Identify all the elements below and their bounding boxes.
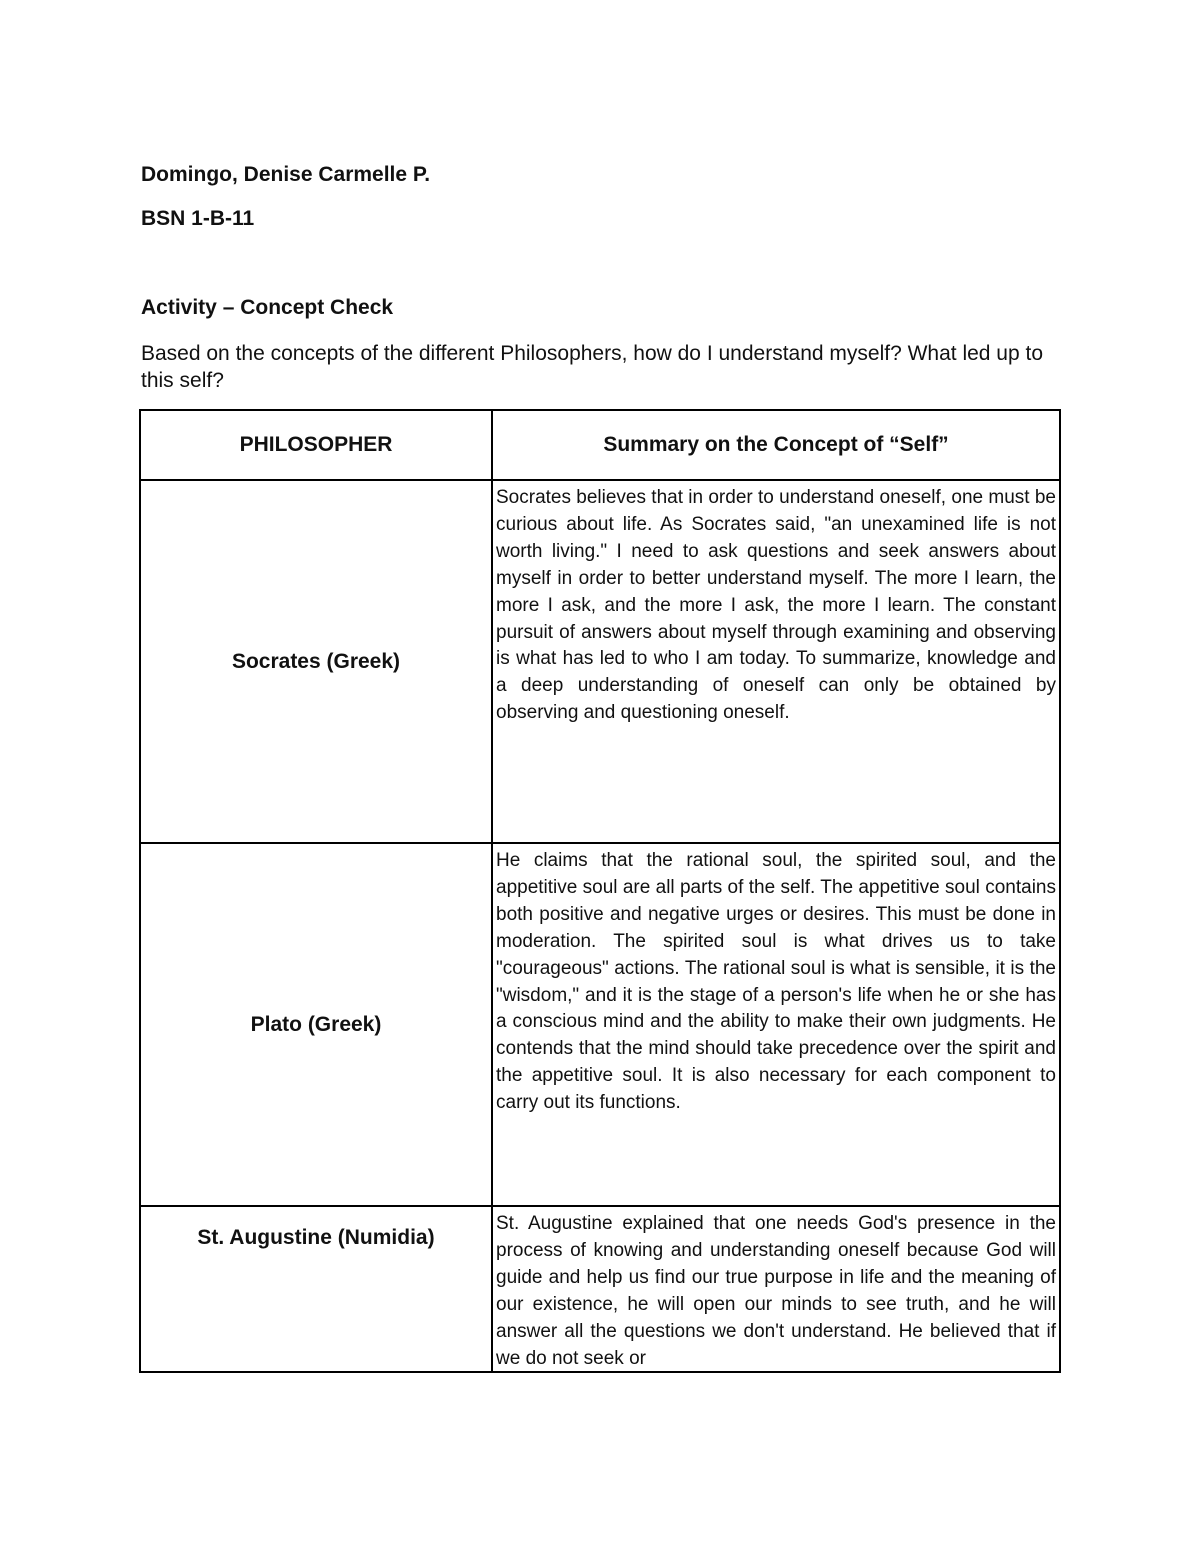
philosopher-name: St. Augustine (Numidia) [140,1206,492,1372]
philosopher-name: Plato (Greek) [140,843,492,1206]
header-summary: Summary on the Concept of “Self” [492,410,1060,480]
summary-cell [492,1206,1060,1372]
student-section: BSN 1-B-11 [141,207,255,230]
concept-table [139,409,1061,1373]
summary-text: St. Augustine explained that one needs God's presence in the process of knowing and understanding oneself because God will guide and help us find our true purpose in life and the meaning of our existence, he will open our minds to see truth, and he will answer all the questions we don't understand. He believed that if we do not seek or [496,1213,1056,1367]
header-philosopher: PHILOSOPHER [140,410,492,480]
table-row [140,480,1060,843]
philosopher-name: Socrates (Greek) [140,480,492,843]
student-name: Domingo, Denise Carmelle P. [141,163,431,186]
summary-cell [492,843,1060,1206]
activity-title: Activity – Concept Check [141,296,394,319]
table-row [140,843,1060,1206]
activity-prompt: Based on the concepts of the different Philosophers, how do I understand myself? What led up to this self? [141,342,1044,392]
table-row [140,1206,1060,1372]
summary-text: Socrates believes that in order to understand oneself, one must be curious about life. As Socrates said, "an unexamined life is not worth living." I need to ask questions and seek answers about myself in order to better understand myself. The more I learn, the more I ask, and the more I ask, the more I learn. The constant pursuit of answers about myself through examining and observing is what has led to who I am today. To summarize, knowledge and a deep understanding of oneself can only be obtained by observing and questioning oneself. [496,487,1056,724]
table-header-row [140,410,1060,480]
summary-clip [493,1207,1059,1367]
summary-text: He claims that the rational soul, the spirited soul, and the appetitive soul are all parts of the self. The appetitive soul contains both positive and negative urges or desires. This must be done in moderation. The spirited soul is what drives us to take "courageous" actions. The rational soul is what is sensible, it is the "wisdom," and it is the stage of a person's life when he or she has a conscious mind and the ability to make their own judgments. He contends that the mind should take precedence over the spirit and the appetitive soul. It is also necessary for each component to carry out its functions. [496,850,1056,1114]
summary-cell [492,480,1060,843]
